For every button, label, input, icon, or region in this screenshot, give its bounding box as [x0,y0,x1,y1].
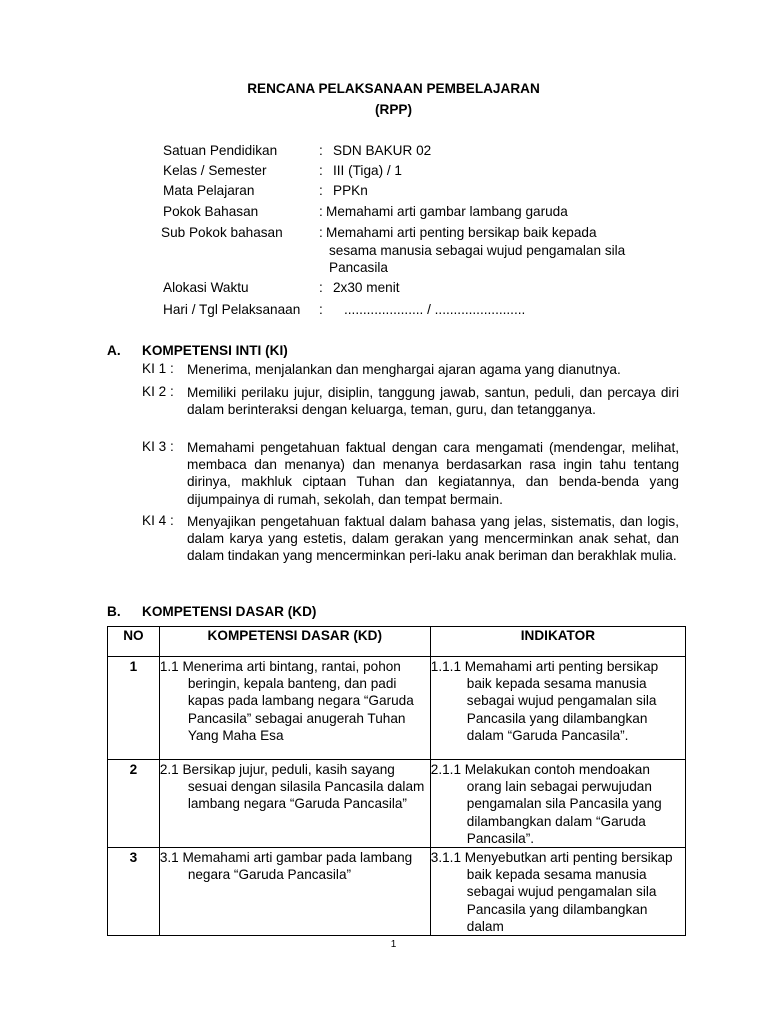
value-kelas: III (Tiga) / 1 [333,163,402,178]
row-kd: 1.1 Menerima arti bintang, rantai, pohon beringin, kepala banteng, dan padi kapas pada lambang negara “Garuda Pancasila” sebagai anugerah Tuhan Yang Maha Esa [159,659,414,743]
label-kelas: Kelas / Semester [163,163,267,178]
ki-code: KI 1 : [142,361,174,376]
section-a-letter: A. [107,343,121,358]
kd-table [107,626,686,936]
document-title: RENCANA PELAKSANAAN PEMBELAJARAN [247,81,540,96]
label-hari: Hari / Tgl Pelaksanaan [163,302,301,317]
table-row [108,848,686,936]
document-subtitle: (RPP) [374,102,412,117]
table-header-row [108,627,686,657]
header-kd: KOMPETENSI DASAR (KD) [159,627,430,657]
row-no: 3 [108,848,160,936]
label-alokasi: Alokasi Waktu [163,280,249,295]
sep-hari: : [319,302,323,317]
value-satuan: SDN BAKUR 02 [333,143,432,158]
label-satuan: Satuan Pendidikan [163,143,278,158]
table-row [108,760,686,848]
value-hari: ..................... / ........................ [344,302,526,317]
section-b-heading: KOMPETENSI DASAR (KD) [142,604,317,619]
ki-code: KI 3 : [142,439,174,454]
ki-text: Menyajikan pengetahuan faktual dalam bahasa yang jelas, sistematis, dan logis, dalam karya yang estetis, dalam gerakan yang mencerminkan anak sehat, dan dalam tindakan yang mencerminkan peri-laku anak beriman dan berakhlak mulia. [187,514,679,564]
value-alokasi: 2x30 menit [333,280,400,295]
ki-code: KI 2 : [142,384,174,399]
table-row [108,657,686,760]
label-pokok: Pokok Bahasan [163,204,259,219]
section-b-letter: B. [107,604,121,619]
sep-subpokok: : [319,225,323,240]
row-no: 1 [108,657,160,760]
ki-code: KI 4 : [142,513,174,528]
value-pokok: Memahami arti gambar lambang garuda [326,204,568,219]
value-subpokok-line2: sesama manusia sebagai wujud pengamalan sila [329,243,626,258]
sep-satuan: : [319,143,323,158]
label-subpokok: Sub Pokok bahasan [161,225,283,240]
row-indikator: 3.1.1 Menyebutkan arti penting bersikap baik kepada sesama manusia sebagai wujud pengamalan sila Pancasila yang dilambangkan dalam [430,850,673,934]
sep-pokok: : [319,204,323,219]
ki-text: Menerima, menjalankan dan menghargai ajaran agama yang dianutnya. [187,362,621,377]
row-kd: 3.1 Memahami arti gambar pada lambang negara “Garuda Pancasila” [159,850,413,883]
row-indikator: 1.1.1 Memahami arti penting bersikap baik kepada sesama manusia sebagai wujud pengamalan sila Pancasila yang dilambangkan dalam “Garuda Pancasila”. [430,659,659,743]
ki-text: Memahami pengetahuan faktual dengan cara mengamati (mendengar, melihat, membaca dan menanya) dan menanya berdasarkan rasa ingin tahu tentang dirinya, makhluk ciptaan Tuhan dan kegiatannya, dan benda-benda yang dijumpainya di rumah, sekolah, dan tempat bermain. [187,440,679,507]
value-subpokok-line1: Memahami arti penting bersikap baik kepada [326,225,597,240]
sep-kelas: : [319,163,323,178]
header-indikator: INDIKATOR [430,627,685,657]
ki-text: Memiliki perilaku jujur, disiplin, tanggung jawab, santun, peduli, dan percaya diri dalam berinteraksi dengan keluarga, teman, guru, dan tetangganya. [187,385,679,418]
row-indikator: 2.1.1 Melakukan contoh mendoakan orang lain sebagai perwujudan pengamalan sila Pancasila yang dilambangkan dalam “Garuda Pancasila”. [430,762,662,846]
row-no: 2 [108,760,160,848]
sep-alokasi: : [319,280,323,295]
value-mapel: PPKn [333,183,368,198]
page-number: 1 [390,939,397,950]
header-no: NO [108,627,160,657]
sep-mapel: : [319,183,323,198]
row-kd: 2.1 Bersikap jujur, peduli, kasih sayang sesuai dengan silasila Pancasila dalam lambang negara “Garuda Pancasila” [159,762,425,812]
label-mapel: Mata Pelajaran [163,183,255,198]
section-a-heading: KOMPETENSI INTI (KI) [142,343,288,358]
value-subpokok-line3: Pancasila [329,260,388,275]
